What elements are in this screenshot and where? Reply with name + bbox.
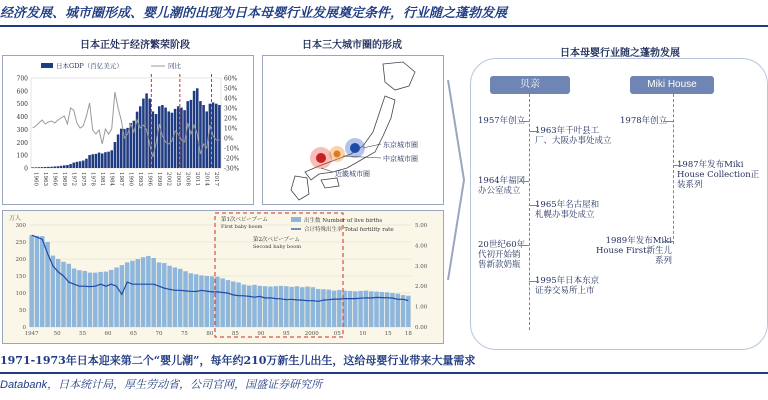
gdp-x-tick: 2011 [194, 172, 201, 186]
gdp-x-tick: 2002 [165, 172, 172, 186]
map-label-tokyo: 东京城市圈 [383, 141, 418, 149]
gdp-bar [139, 106, 142, 168]
gdp-bar [152, 111, 155, 168]
event-tick [519, 121, 529, 122]
births-bar [242, 285, 247, 328]
timeline-line-right [673, 94, 674, 244]
gdp-bar [199, 101, 202, 168]
gdp-x-tick: 1999 [156, 172, 163, 186]
gdp-bar [177, 106, 180, 168]
gdp-x-tick: 1978 [89, 172, 96, 186]
births-unit-label: 万人 [9, 215, 22, 222]
births-bar [204, 276, 209, 327]
gdp-y-right-tick: -30% [224, 165, 240, 173]
births-x-tick: 80 [206, 331, 214, 337]
gdp-bar [98, 153, 101, 168]
japan-hokkaido-shape [383, 62, 415, 90]
births-bar [77, 270, 82, 327]
births-x-tick: 1947 [24, 331, 39, 337]
gdp-bar [107, 152, 110, 168]
births-bar [141, 257, 146, 327]
brand-mikihouse-header: Miki House [630, 76, 714, 94]
event-mikihouse-1989: 1989年发布Miki House First新生儿系列 [595, 236, 672, 266]
births-bar [35, 236, 40, 327]
births-x-tick: 18 [404, 331, 412, 337]
births-x-tick: 50 [53, 331, 61, 337]
event-mikihouse-1978: 1978年创立 [620, 116, 668, 126]
gdp-y-left-tick: 300 [16, 126, 28, 134]
births-bar [295, 286, 300, 327]
gdp-bar [117, 134, 120, 168]
map-frame [262, 55, 444, 205]
births-chart [3, 211, 443, 343]
births-bar [178, 269, 183, 327]
births-bar [93, 273, 98, 327]
gdp-x-tick: 1969 [61, 172, 68, 186]
gdp-legend-line-label: 同比 [168, 62, 181, 70]
gdp-bar [31, 167, 34, 168]
gdp-y-left-tick: 0 [24, 165, 28, 173]
births-bar [67, 264, 72, 327]
gdp-y-right-tick: 10% [224, 125, 238, 133]
births-bar [130, 261, 135, 327]
gdp-bar [63, 165, 66, 168]
gdp-bar [88, 155, 91, 168]
gdp-x-tick: 1996 [146, 172, 153, 186]
births-bar [258, 286, 263, 327]
births-bar [300, 287, 305, 327]
births-bar [284, 286, 289, 327]
gdp-bar [193, 91, 196, 168]
gdp-bar [76, 162, 79, 168]
births-bar [279, 286, 284, 327]
gdp-x-tick: 1966 [51, 172, 58, 186]
gdp-bar [66, 165, 69, 168]
births-bar [327, 290, 332, 327]
births-bar [29, 235, 34, 327]
gdp-chart-title: 日本正处于经济繁荣阶段 [80, 40, 190, 51]
births-bar [167, 266, 172, 327]
gdp-chart [3, 56, 253, 204]
gdp-bar [218, 105, 221, 168]
births-bar [82, 271, 87, 327]
births-bar [109, 270, 114, 327]
births-x-tick: 75 [180, 331, 188, 337]
births-y-left-tick: 0 [22, 325, 26, 331]
kinki-dot [316, 153, 326, 163]
births-bar [268, 287, 273, 327]
timeline-line-left [529, 94, 530, 330]
gdp-x-tick: 1975 [80, 172, 87, 186]
gdp-bar [104, 152, 107, 168]
births-annotation: Second baby boom [253, 244, 301, 250]
gdp-bar [114, 142, 117, 168]
births-y-left-tick: 250 [15, 240, 26, 246]
gdp-bar [53, 166, 56, 168]
event-tick [529, 281, 539, 282]
gdp-bar [174, 109, 177, 168]
event-tick [529, 205, 539, 206]
event-tick [663, 241, 673, 242]
births-bar [369, 291, 374, 327]
event-pigeon-1995: 1995年日本东京证券交易所上市 [535, 276, 600, 296]
event-pigeon-1965: 1965年名古屋和札幌办事处成立 [535, 200, 600, 220]
births-y-right-tick: 2.00 [415, 284, 428, 291]
births-x-tick: 15 [384, 331, 392, 337]
births-bar [88, 273, 93, 327]
gdp-bar [85, 159, 88, 168]
births-bar [194, 274, 199, 327]
births-bar [321, 289, 326, 327]
births-y-left-tick: 150 [15, 274, 26, 280]
births-bar [151, 258, 156, 327]
births-bar [337, 290, 342, 327]
gdp-y-left-tick: 500 [16, 101, 28, 109]
births-bar [273, 286, 278, 327]
gdp-bar [120, 129, 123, 168]
births-y-right-tick: 4.00 [415, 243, 428, 250]
gdp-bar [148, 99, 151, 168]
births-x-tick: 95 [282, 331, 290, 337]
gdp-legend-bar-swatch [41, 63, 53, 68]
gdp-bar [101, 153, 104, 168]
gdp-y-right-tick: 0% [224, 135, 234, 143]
births-bar [332, 291, 337, 327]
births-bar [215, 277, 220, 327]
gdp-bar [69, 164, 72, 168]
event-tick [663, 121, 673, 122]
births-y-right-tick: 1.00 [415, 304, 428, 311]
births-bar [358, 291, 363, 327]
gdp-bar [196, 88, 199, 168]
gdp-x-tick: 1963 [42, 172, 49, 186]
births-bar [146, 256, 151, 327]
timeline-frame [470, 58, 768, 350]
header-rule [0, 25, 768, 27]
event-pigeon-1957: 1957年创立 [478, 116, 526, 126]
births-bar [199, 275, 204, 327]
gdp-bar [95, 154, 98, 168]
gdp-bar [186, 101, 189, 168]
gdp-x-tick: 2014 [203, 172, 210, 186]
births-annotation: 第1次ベビーブーム [221, 217, 268, 223]
gdp-y-left-tick: 100 [16, 152, 28, 160]
births-bar [305, 287, 310, 327]
gdp-y-right-tick: 30% [224, 105, 238, 113]
births-legend-bar-label: 出生数 Number of live births [304, 218, 383, 224]
source-line: Databank，日本统计局，厚生劳动省，公司官网，国盛证券研究所 [0, 379, 323, 391]
births-bar [289, 287, 294, 327]
event-tick [673, 165, 683, 166]
births-bar [104, 272, 109, 327]
gdp-x-tick: 1987 [118, 172, 125, 186]
gdp-bar [57, 166, 60, 168]
gdp-bar [209, 104, 212, 168]
births-x-tick: 60 [104, 331, 112, 337]
gdp-bar [72, 163, 75, 168]
births-bar [61, 262, 66, 327]
births-legend-line-label: 合计特殊出生率 Total fertility rate [304, 227, 394, 233]
gdp-bar [41, 167, 44, 168]
event-pigeon-1963: 1963年千叶县工厂、大阪办事处成立 [535, 126, 612, 146]
gdp-bar [34, 167, 37, 168]
gdp-bar [60, 166, 63, 168]
gdp-bar [79, 161, 82, 168]
gdp-bar [44, 167, 47, 168]
gdp-legend-bar-label: 日本GDP（百亿美元） [56, 62, 123, 70]
event-tick [519, 181, 529, 182]
births-y-right-tick: 0.00 [415, 325, 428, 331]
gdp-bar [158, 106, 161, 168]
map-label-kinki: 近畿城市圈 [335, 170, 370, 178]
births-bar [125, 262, 130, 327]
japan-kyushu-shape [291, 176, 309, 200]
gdp-bar [110, 150, 113, 168]
births-bar [157, 262, 162, 327]
gdp-y-right-tick: 60% [224, 75, 238, 83]
gdp-y-right-tick: 20% [224, 115, 238, 123]
births-bar [236, 282, 241, 327]
births-x-tick: 2000 [304, 331, 319, 337]
births-bar [311, 287, 316, 327]
births-x-tick: 90 [257, 331, 265, 337]
births-bar [252, 285, 257, 327]
births-x-tick: 55 [79, 331, 87, 337]
gdp-bar [82, 161, 85, 168]
births-x-tick: 10 [359, 331, 367, 337]
flow-arrow [446, 80, 466, 280]
gdp-bar [142, 99, 145, 168]
map-title: 日本三大城市圈的形成 [302, 40, 402, 51]
births-bar [231, 281, 236, 327]
gdp-bar [202, 105, 205, 168]
gdp-x-tick: 1972 [70, 172, 77, 186]
births-x-tick: 85 [231, 331, 239, 337]
map-label-chukyo: 中京城市圈 [383, 155, 418, 163]
event-tick [519, 245, 529, 246]
births-x-tick: 05 [333, 331, 341, 337]
event-mikihouse-1987: 1987年发布Miki House Collection正装系列 [677, 160, 760, 190]
gdp-bar [215, 104, 218, 168]
births-bar [316, 289, 321, 327]
births-bar [136, 259, 141, 327]
births-bar [220, 278, 225, 327]
births-annotation: 第2次ベビーブーム [253, 237, 300, 243]
births-y-right-tick: 3.00 [415, 263, 428, 270]
chukyo-dot [334, 151, 341, 158]
gdp-bar [167, 111, 170, 168]
gdp-y-right-tick: -20% [224, 155, 240, 163]
births-bar [98, 272, 103, 327]
tokyo-dot [350, 143, 360, 153]
births-bar [173, 268, 178, 328]
births-chart-frame [2, 210, 444, 344]
births-annotation: First baby boom [221, 224, 263, 230]
gdp-x-tick: 1993 [137, 172, 144, 186]
births-bar [120, 265, 125, 327]
event-pigeon-1964: 1964年福冈办公室成立 [478, 176, 526, 196]
gdp-x-tick: 2017 [213, 172, 220, 186]
gdp-x-tick: 2008 [184, 172, 191, 186]
event-pigeon-1960s: 20世纪60年代初开始销售新款奶瓶 [478, 240, 526, 270]
gdp-bar [164, 108, 167, 168]
gdp-y-right-tick: 50% [224, 85, 238, 93]
gdp-y-left-tick: 700 [16, 75, 28, 83]
brand-pigeon-header: 贝亲 [490, 76, 570, 94]
gdp-bar [50, 167, 53, 168]
footnote: 1971-1973年日本迎来第二个“婴儿潮”，每年约210万新生儿出生，这给母婴行业带来大量需求 [0, 354, 476, 367]
births-y-left-tick: 100 [15, 291, 26, 297]
gdp-x-tick: 1990 [127, 172, 134, 186]
gdp-x-tick: 1981 [99, 172, 106, 186]
gdp-bar [38, 167, 41, 168]
timeline-title: 日本母婴行业随之蓬勃发展 [560, 48, 680, 59]
gdp-y-right-tick: -10% [224, 145, 240, 153]
births-bar [353, 291, 358, 327]
births-x-tick: 65 [130, 331, 138, 337]
births-bar [247, 286, 252, 327]
gdp-bar [129, 123, 132, 168]
births-legend-bar-swatch [291, 217, 301, 222]
births-bar [114, 268, 119, 328]
births-bar [72, 269, 77, 327]
gdp-bar [91, 154, 94, 168]
gdp-y-right-tick: 40% [224, 95, 238, 103]
births-bar [348, 291, 353, 327]
japan-map [263, 56, 443, 204]
births-bar [210, 276, 215, 327]
gdp-x-tick: 1960 [32, 172, 39, 186]
births-bar [162, 263, 167, 327]
gdp-chart-frame [2, 55, 254, 205]
gdp-x-tick: 1984 [108, 172, 115, 186]
headline: 经济发展、城市圈形成、婴儿潮的出现为日本母婴行业发展奠定条件，行业随之蓬勃发展 [0, 6, 508, 21]
births-x-tick: 70 [155, 331, 163, 337]
births-y-left-tick: 300 [15, 223, 26, 229]
births-bar [226, 280, 231, 327]
gdp-y-left-tick: 200 [16, 139, 28, 147]
births-bar [189, 273, 194, 327]
gdp-plot-area [31, 78, 221, 168]
births-y-right-tick: 5.00 [415, 223, 428, 229]
births-y-left-tick: 50 [19, 308, 26, 314]
births-bar [364, 291, 369, 327]
gdp-y-left-tick: 600 [16, 88, 28, 96]
births-bar [263, 286, 268, 327]
event-tick [529, 131, 539, 132]
births-bar [40, 236, 45, 327]
gdp-y-left-tick: 400 [16, 114, 28, 122]
gdp-bar [47, 167, 50, 168]
gdp-x-tick: 2005 [175, 172, 182, 186]
footer-rule [0, 372, 768, 374]
births-y-left-tick: 200 [15, 257, 26, 263]
births-bar [183, 271, 188, 327]
japan-shikoku-shape [321, 178, 339, 188]
